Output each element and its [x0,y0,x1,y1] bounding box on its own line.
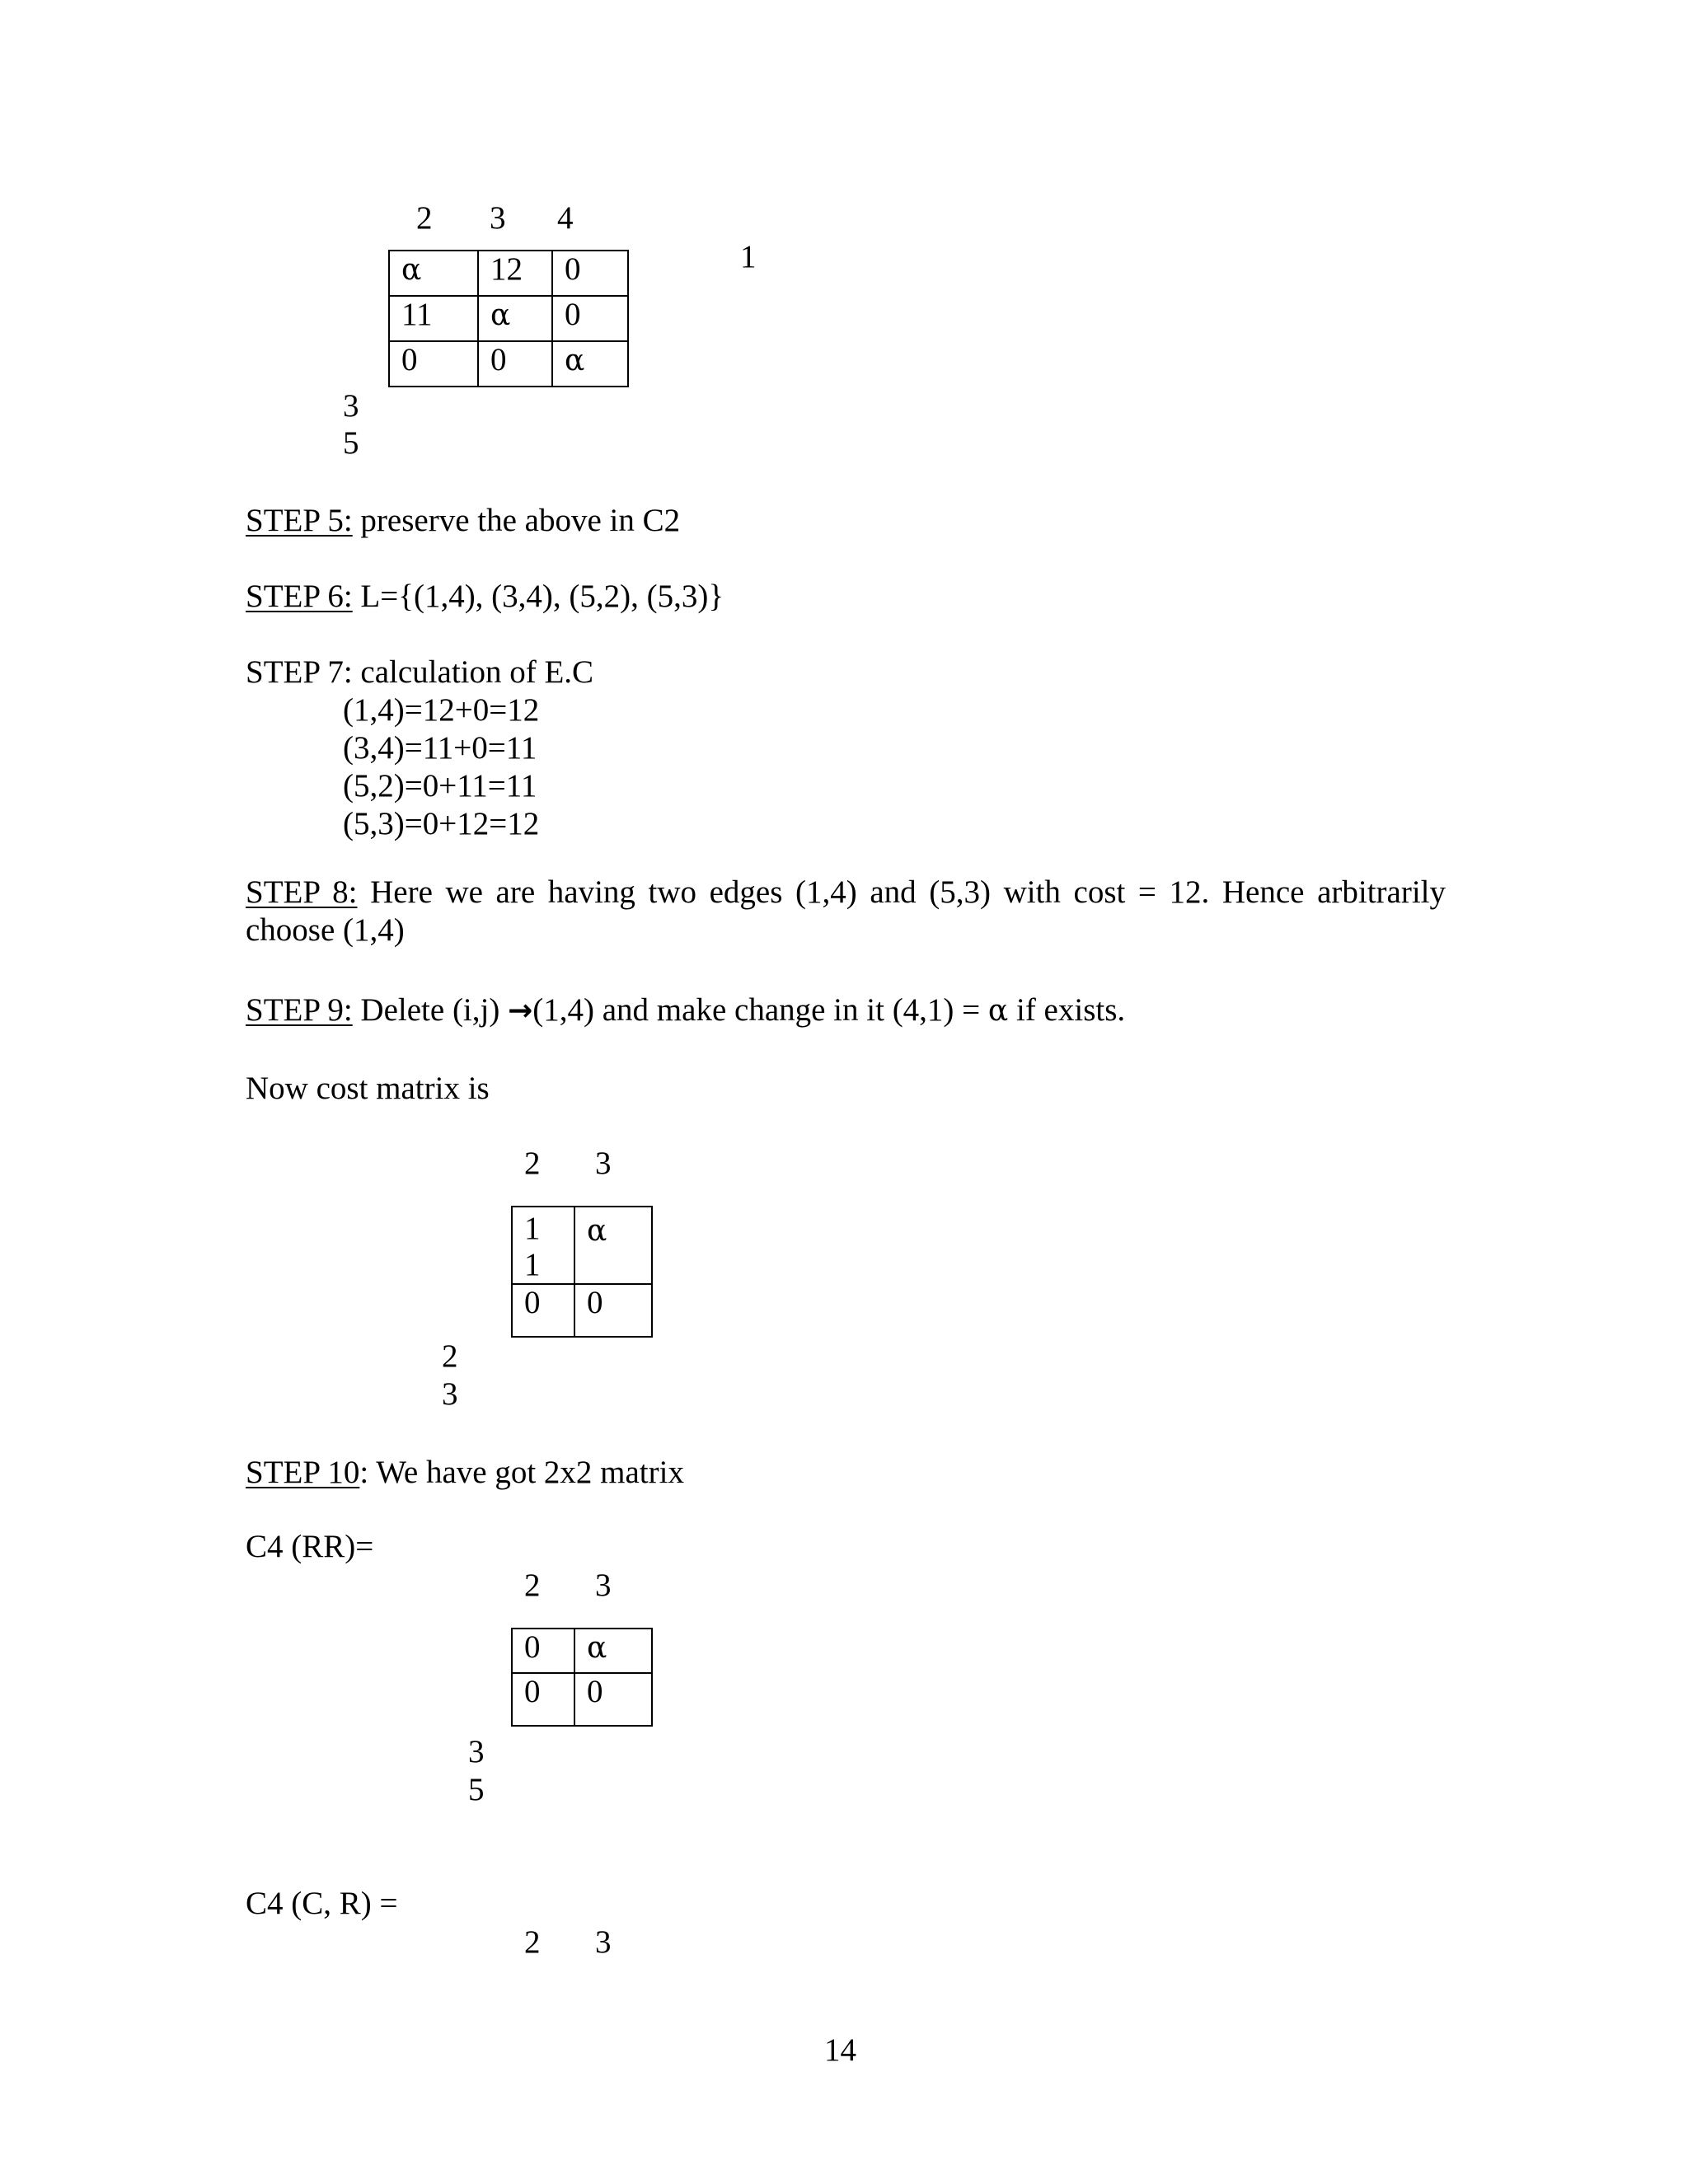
matrix1-row-label: 3 [343,388,359,424]
matrix2-col-header: 3 [595,1146,612,1181]
matrix1-col-header: 3 [490,200,506,236]
matrix1-side-label: 1 [740,239,757,274]
matrix1-cell: 11 [389,296,478,341]
matrix1-cell: 12 [478,251,552,296]
c4-rr-col-header: 3 [595,1568,612,1603]
c4-rr-cell: α [574,1629,652,1673]
c4-rr-row [512,1673,652,1726]
c4-rr-row [512,1629,652,1673]
now-cost-text: Now cost matrix is [246,1071,490,1106]
matrix1-cell: 0 [389,341,478,387]
matrix2-cell: 0 [512,1284,574,1337]
matrix1-cell: α [478,296,552,341]
matrix1-col-header: 4 [557,200,574,236]
c4-cr-label: C4 (C, R) = [246,1886,398,1921]
step8 [246,874,1446,949]
step9-label: STEP 9: [246,992,353,1028]
page-number: 14 [824,2032,856,2068]
matrix1-cell: 0 [552,296,628,341]
matrix1-cell: α [552,341,628,387]
step6 [246,580,724,612]
step9 [246,994,1125,1026]
step7-line: (1,4)=12+0=12 [343,692,540,728]
matrix2-cell: α [574,1207,652,1284]
matrix1-row [389,296,628,341]
right-arrow-icon: → [508,994,533,1028]
c4-rr-label: C4 (RR)= [246,1529,374,1564]
step9-text-c: if exists. [1008,992,1126,1028]
step9-alpha: α [987,994,1009,1028]
step5 [246,504,680,537]
c4-cr-col-header: 3 [595,1924,612,1960]
step8-text: Here we are having two edges (1,4) and (5,3) with cost = 12. Hence arbitrarily choose (1,4) [246,874,1446,948]
step6-label: STEP 6: [246,579,353,614]
matrix2-row [512,1284,652,1337]
matrix2-row-label: 2 [442,1338,458,1374]
step7-line: (5,2)=0+11=11 [343,768,537,804]
matrix1-cell: 0 [552,251,628,296]
matrix1-row-label: 5 [343,425,359,461]
matrix2-cell: 1 1 [512,1207,574,1284]
matrix2-col-header: 2 [524,1146,541,1181]
step7-title: STEP 7: calculation of E.C [246,654,594,690]
matrix1-cell: 0 [478,341,552,387]
c4-rr-row-label: 3 [468,1734,485,1769]
c4-cr-col-header: 2 [524,1924,541,1960]
step5-text: preserve the above in C2 [352,503,681,538]
step8-label: STEP 8: [246,874,358,910]
step10-label: STEP 10 [246,1455,360,1490]
matrix2-row-label: 3 [442,1376,458,1412]
c4-rr-col-header: 2 [524,1568,541,1603]
c4-rr-table [511,1628,653,1727]
matrix1-row [389,251,628,296]
matrix1-row [389,341,628,387]
step7-line: (3,4)=11+0=11 [343,730,537,766]
c4-rr-row-label: 5 [468,1772,485,1807]
c4-rr-cell: 0 [512,1673,574,1726]
step10-text: : We have got 2x2 matrix [359,1455,684,1490]
matrix2-row [512,1207,652,1284]
matrix1-cell: α [389,251,478,296]
matrix2-cell: 0 [574,1284,652,1337]
step10 [246,1456,684,1488]
c4-rr-cell: 0 [574,1673,652,1726]
c4-rr-cell: 0 [512,1629,574,1673]
matrix1-table [388,250,629,387]
step9-text-b: (1,4) and make change in it (4,1) = [532,992,988,1028]
step5-label: STEP 5: [246,503,353,538]
step7-line: (5,3)=0+12=12 [343,806,540,841]
step6-text: L={(1,4), (3,4), (5,2), (5,3)} [352,579,724,614]
step9-text-a: Delete (i,j) [352,992,509,1028]
matrix1-col-header: 2 [416,200,433,236]
matrix2-table [511,1206,653,1338]
